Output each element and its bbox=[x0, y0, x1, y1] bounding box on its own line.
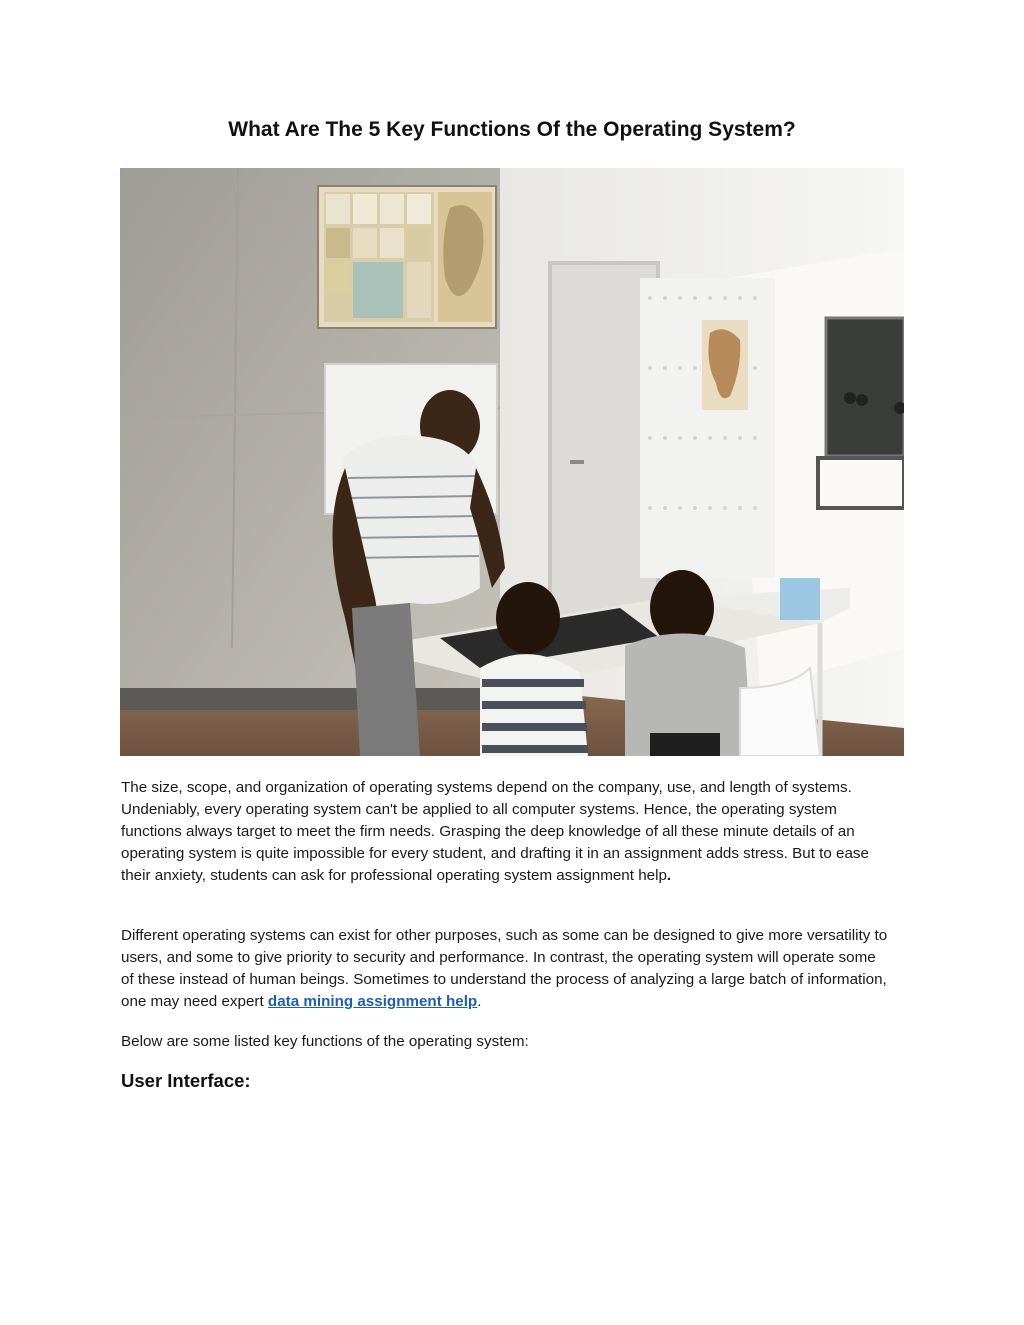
purpose-paragraph bbox=[121, 925, 891, 1013]
classroom-photo bbox=[120, 168, 904, 756]
intro-paragraph-text: The size, scope, and organization of operating systems depend on the company, use, and length of systems. Undeniably, every operating system can't be applied to all computer systems. Hence, the operating system functions always target to meet the firm needs. Grasping the deep knowledge of all these minute details of an operating system is quite impossible for every student, and drafting it in an assignment adds stress. But to ease their anxiety, students can ask for professional operating system assignment help bbox=[121, 779, 869, 884]
intro-paragraph-end-mark: . bbox=[666, 867, 672, 884]
section-heading-user-interface: User Interface: bbox=[121, 1070, 251, 1091]
purpose-paragraph-text: Different operating systems can exist for other purposes, such as some can be designed to give more versatility to users, and some to give priority to security and performance. In contrast, the operating system will operate some of these instead of human beings. Sometimes to understand the process of analyzing a large batch of information, one may need expert bbox=[121, 927, 888, 1010]
data-mining-assignment-help-link[interactable]: data mining assignment help bbox=[267, 993, 478, 1010]
document-title: What Are The 5 Key Functions Of the Operating System? bbox=[228, 118, 796, 141]
intro-paragraph bbox=[121, 777, 891, 887]
functions-intro-paragraph: Below are some listed key functions of the operating system: bbox=[121, 1033, 529, 1050]
purpose-paragraph-end: . bbox=[477, 993, 482, 1010]
